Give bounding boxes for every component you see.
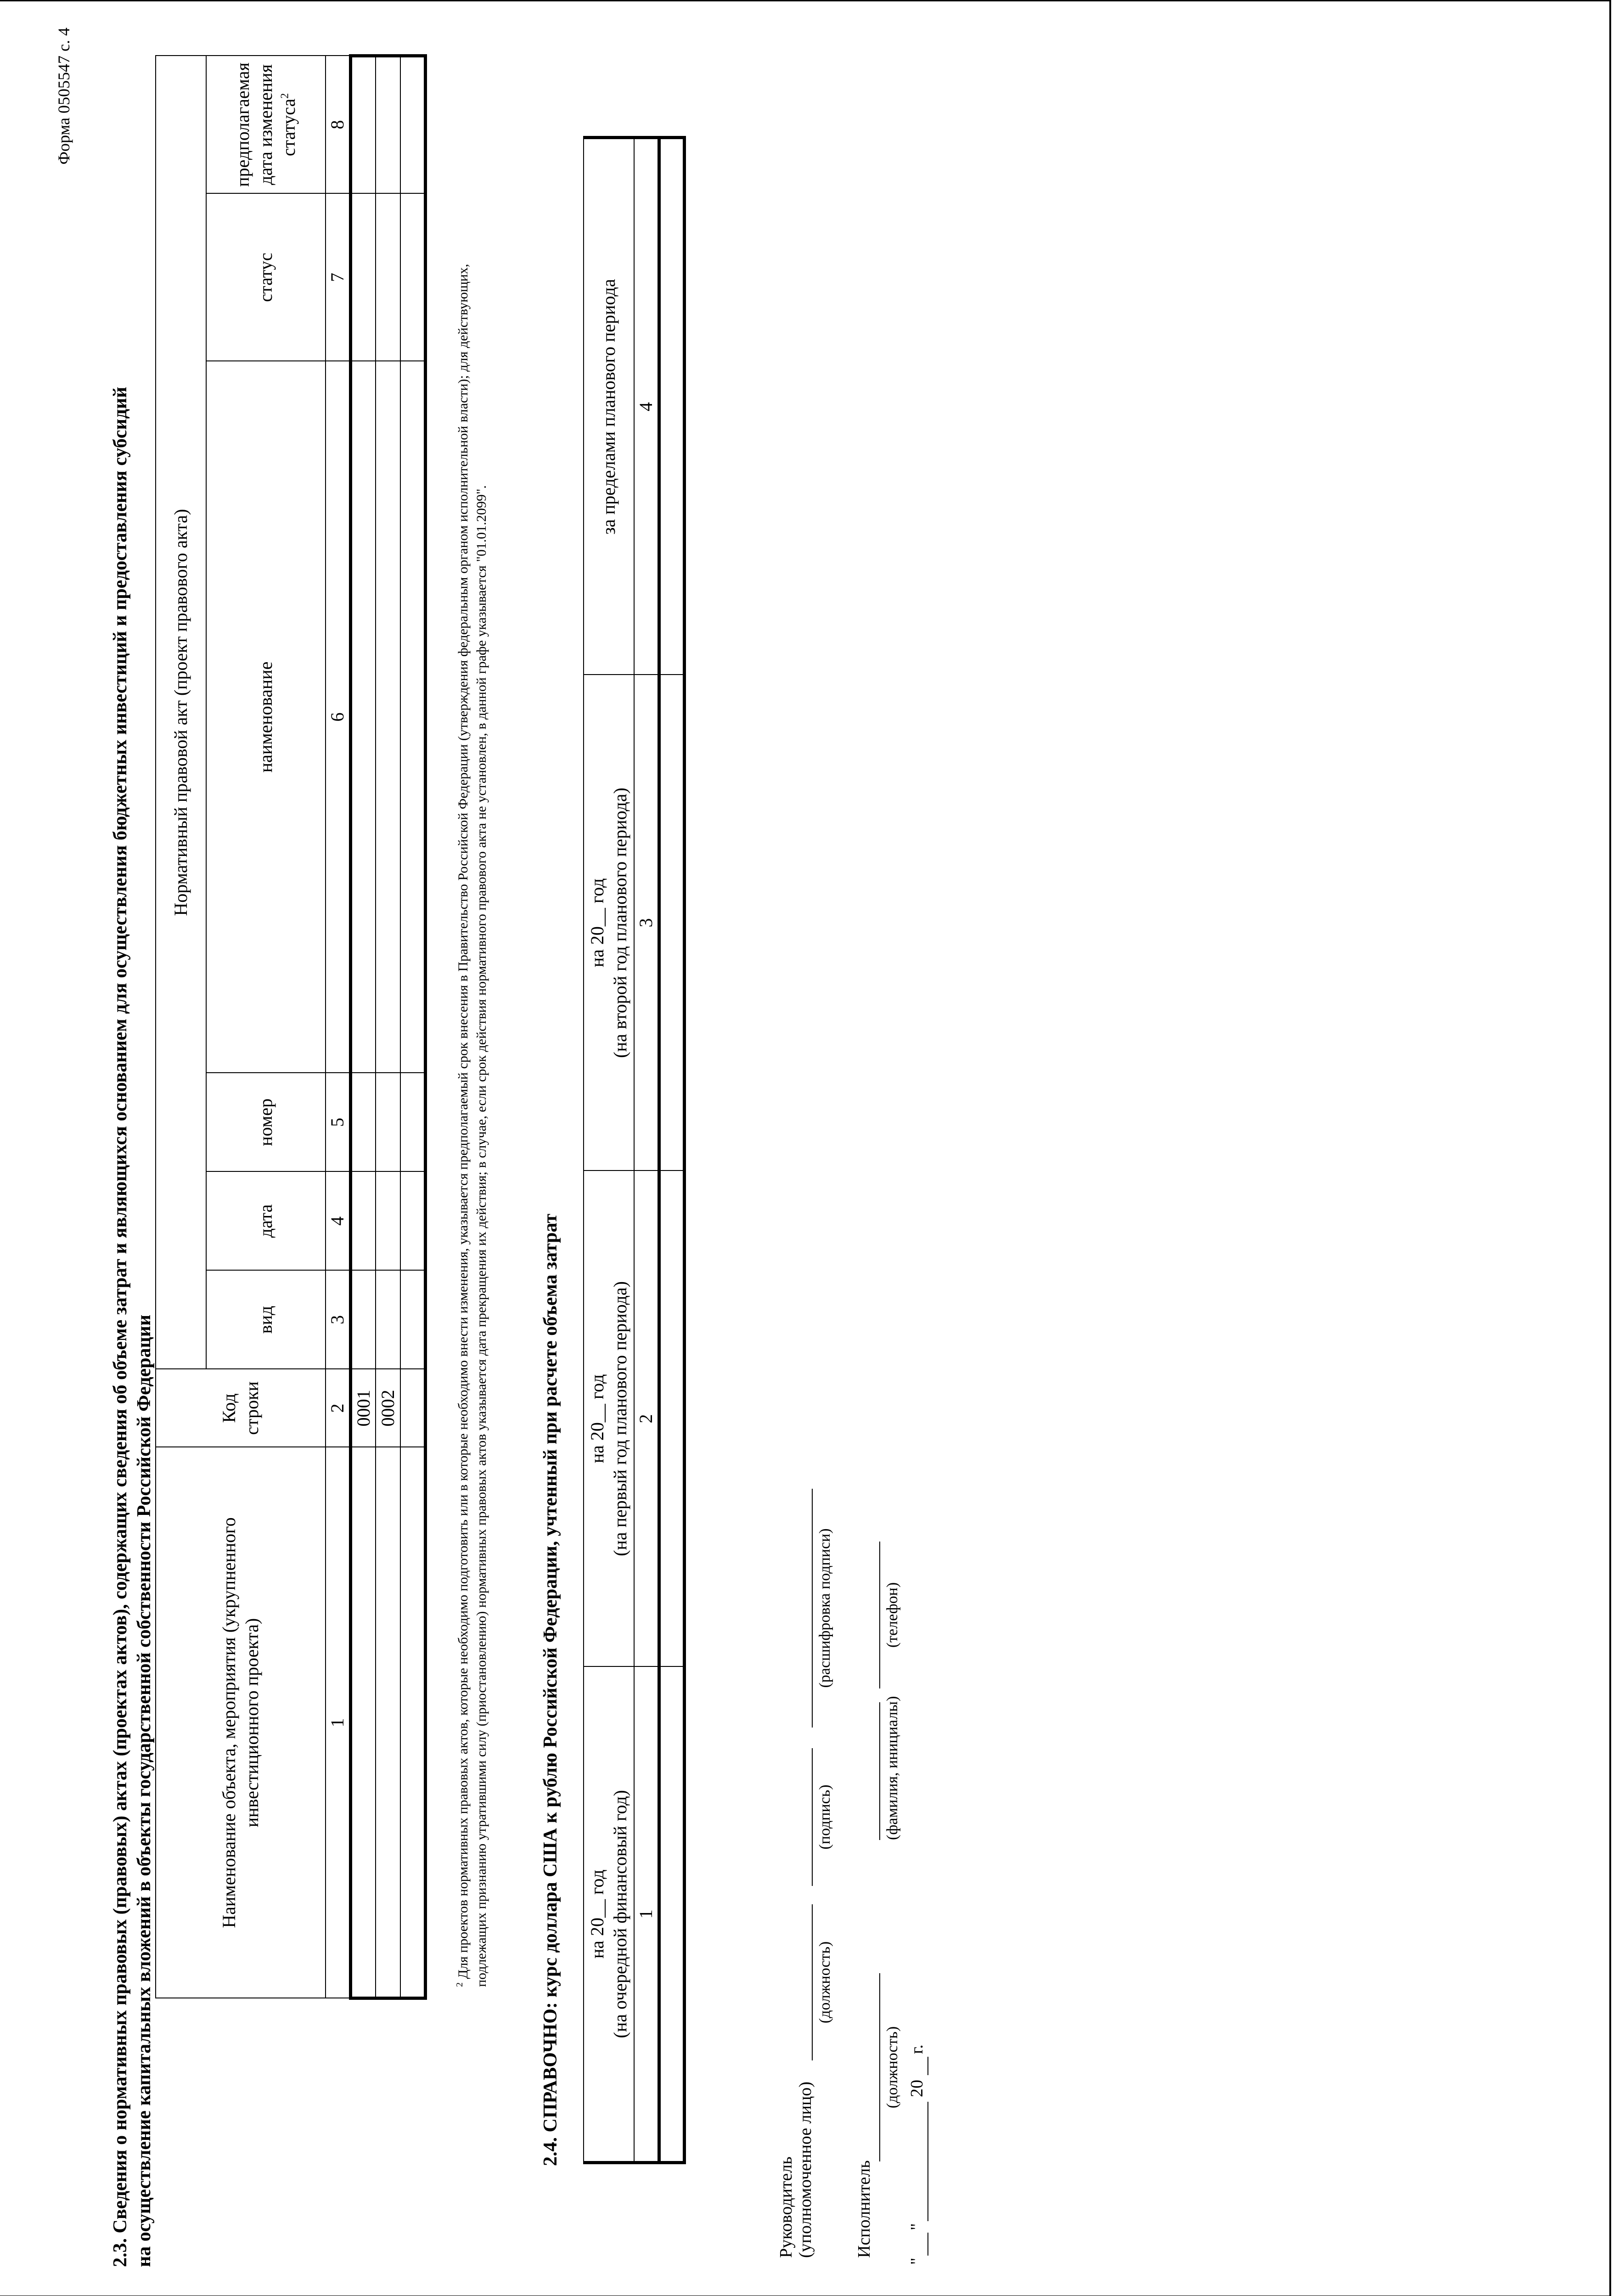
exchange-rate-table: [583, 136, 686, 2164]
header-number: номер: [206, 1073, 326, 1172]
cell-name[interactable]: [351, 361, 376, 1073]
cell-rate-current-year[interactable]: [659, 1667, 685, 2163]
head-label-authorized: (уполномоченное лицо): [796, 2082, 815, 2258]
column-number: 8: [326, 56, 351, 193]
head-position-caption: (должность): [816, 1941, 833, 2024]
column-number: 1: [326, 1447, 351, 1998]
executor-name-line[interactable]: [879, 1702, 880, 1840]
date-year-prefix: 20: [907, 2080, 927, 2097]
cell-name[interactable]: [400, 361, 425, 1073]
header-second-plan-year: на 20__ год (на второй год планового периода): [584, 675, 634, 1171]
date-year-line[interactable]: [927, 2057, 928, 2075]
column-number: 3: [326, 1271, 351, 1369]
table-row: [659, 138, 685, 2163]
cell-date[interactable]: [376, 1172, 400, 1271]
executor-label: Исполнитель: [854, 2160, 874, 2258]
cell-kind[interactable]: [400, 1271, 425, 1369]
section-2-3-title-line2: на осуществление капитальных вложений в объекты государственной собственности Российской Федерации: [134, 1314, 155, 2267]
cell-status-change-date[interactable]: [351, 56, 376, 193]
executor-phone-caption: (телефон): [884, 1582, 901, 1648]
cell-status-change-date[interactable]: [400, 56, 425, 193]
section-2-3-title: 2.3. Сведения о нормативных правовых (правовых) актах (проектах актов), содержащих сведения об объеме затрат и являющихся основанием для осуществления бюджетных инвестиций и предоставления субсидий: [110, 387, 131, 2267]
executor-position-line[interactable]: [879, 1973, 880, 2161]
head-decoding-caption: (расшифровка подписи): [816, 1528, 833, 1688]
cell-date[interactable]: [400, 1172, 425, 1271]
column-number: 3: [634, 675, 659, 1171]
executor-position-caption: (должность): [884, 2026, 901, 2109]
column-number: 5: [326, 1073, 351, 1172]
header-name: наименование: [206, 361, 326, 1073]
date-quote-close: ": [907, 2223, 927, 2230]
cell-rate-second-plan-year[interactable]: [659, 675, 685, 1171]
cell-row-code: 0002: [376, 1369, 400, 1447]
cell-object-name[interactable]: [351, 1447, 376, 1998]
date-quote-open: ": [907, 2257, 927, 2265]
header-beyond-plan: за пределами планового периода: [584, 138, 634, 675]
executor-name-caption: (фамилия, инициалы): [884, 1696, 901, 1840]
cell-number[interactable]: [400, 1073, 425, 1172]
cell-date[interactable]: [351, 1172, 376, 1271]
date-month-line[interactable]: [927, 2102, 928, 2221]
header-row-code: Код строки: [156, 1369, 326, 1447]
cell-status-change-date[interactable]: [376, 56, 400, 193]
head-signature-line[interactable]: [812, 1748, 813, 1886]
cell-status[interactable]: [376, 194, 400, 361]
header-current-year: на 20__ год (на очередной финансовый год): [584, 1667, 634, 2163]
header-kind: вид: [206, 1271, 326, 1369]
footnote-line1: $^2$ Для проектов нормативных правовых актов, которые необходимо подготовить или в которые необходимо внести изменения, указывается предполагаемый срок внесения в Правительство Российской Федерации (утверждения федеральным органом исполнительной власти); для действующих,: [455, 264, 471, 1987]
cell-status[interactable]: [351, 194, 376, 361]
cell-object-name[interactable]: [400, 1447, 425, 1998]
head-position-line[interactable]: [812, 1904, 813, 2060]
table-row: [376, 56, 400, 1998]
cell-number[interactable]: [351, 1073, 376, 1172]
header-object-name: Наименование объекта, мероприятия (укрупненного инвестиционного проекта): [156, 1447, 326, 1998]
cell-kind[interactable]: [351, 1271, 376, 1369]
cell-rate-beyond-plan[interactable]: [659, 138, 685, 675]
column-number: 2: [326, 1369, 351, 1447]
column-number: 2: [634, 1171, 659, 1667]
cell-name[interactable]: [376, 361, 400, 1073]
cell-number[interactable]: [376, 1073, 400, 1172]
head-signature-caption: (подпись): [816, 1784, 833, 1850]
cell-rate-first-plan-year[interactable]: [659, 1171, 685, 1667]
cell-row-code: 0001: [351, 1369, 376, 1447]
form-number: Форма 0505547 с. 4: [55, 28, 73, 165]
executor-phone-line[interactable]: [879, 1542, 880, 1688]
cell-status[interactable]: [400, 194, 425, 361]
head-decoding-line[interactable]: [812, 1489, 813, 1728]
header-normative-act: Нормативный правовой акт (проект правового акта): [156, 56, 206, 1369]
table-row: [351, 56, 376, 1998]
head-label: Руководитель: [776, 2156, 796, 2258]
footnote-line2: подлежащих признанию утратившими силу (приостановлению) нормативных правовых актов указывается дата прекращения их действия; в случае, если срок действия нормативного правового акта не установлен, в данной графе указывается "01.01.2099".: [474, 485, 489, 1987]
column-number: 4: [634, 138, 659, 675]
section-2-4-title: 2.4. СПРАВОЧНО: курс доллара США к рублю Российской Федерации, учтенный при расчете объема затрат: [540, 1214, 561, 2166]
column-number: 1: [634, 1667, 659, 2163]
table-row: [400, 56, 425, 1998]
header-first-plan-year: на 20__ год (на первый год планового периода): [584, 1171, 634, 1667]
column-number: 6: [326, 361, 351, 1073]
cell-object-name[interactable]: [376, 1447, 400, 1998]
date-day-line[interactable]: [927, 2233, 928, 2256]
header-status: статус: [206, 194, 326, 361]
header-status-change-date: предполагаемая дата изменения статуса$^2$: [206, 56, 326, 193]
header-date: дата: [206, 1172, 326, 1271]
normative-acts-table: [155, 54, 427, 2000]
column-number: 4: [326, 1172, 351, 1271]
column-number: 7: [326, 194, 351, 361]
cell-kind[interactable]: [376, 1271, 400, 1369]
cell-row-code: [400, 1369, 425, 1447]
date-year-suffix: г.: [907, 2044, 927, 2054]
